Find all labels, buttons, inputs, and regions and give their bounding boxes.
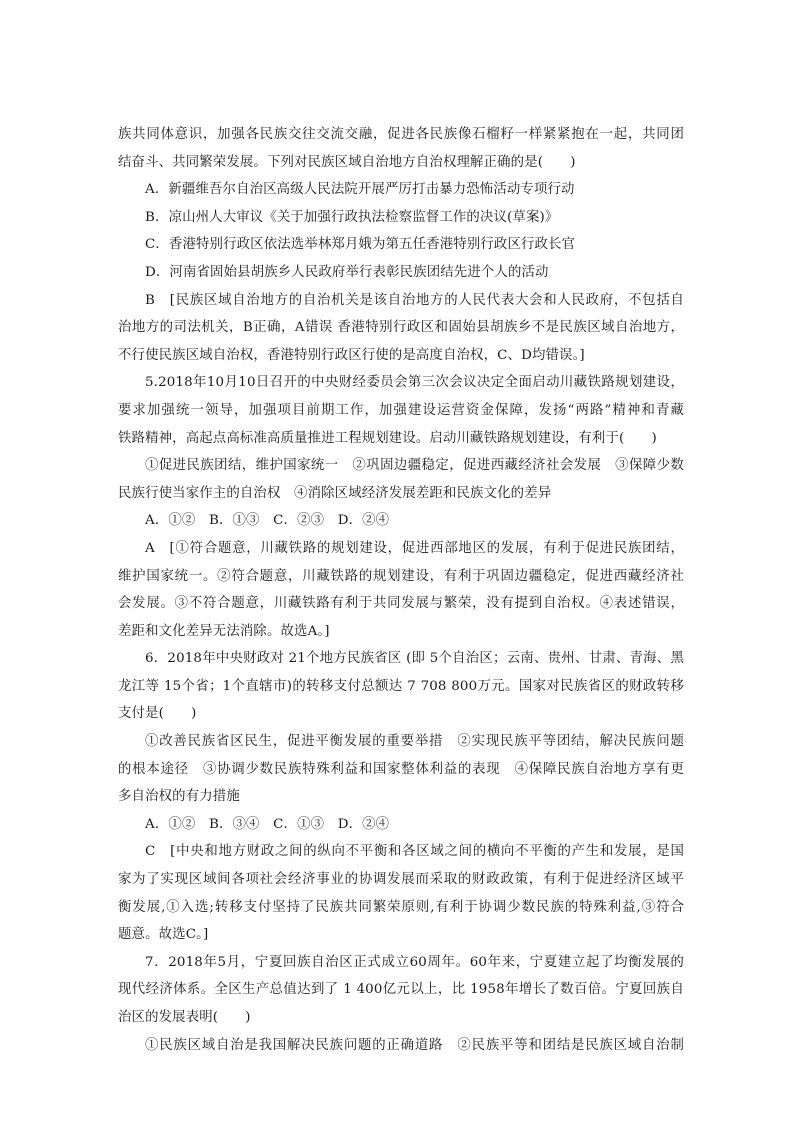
text-line: 会发展。③不符合题意，川藏铁路有利于共同发展与繁荣，没有提到自治权。④表述错误， [118,596,684,612]
text-line: 要求加强统一领导，加强项目前期工作，加强建设运营资金保障，发扬“两路”精神和青藏 [118,402,684,418]
text-line: 现代经济体系。全区生产总值达到了 1 400亿元以上，比 1958年增长了数百倍。宁夏回族自 [118,982,684,998]
document-page [118,121,684,1059]
text-line: 家为了实现区域间各项社会经济事业的协调发展而采取的财政政策，有利于促进经济区域平 [118,872,684,888]
text-line: 维护国家统一。②符合题意，川藏铁路的规划建设，有利于巩固边疆稳定，促进西藏经济社 [118,568,684,584]
text-line: A．①② B．③④ C．①③ D．②④ [145,816,390,832]
text-line: C．香港特别行政区依法选举林郑月娥为第五任香港特别行政区行政长官 [145,237,576,253]
text-line: 族共同体意识，加强各民族交往交流交融，促进各民族像石榴籽一样紧紧抱在一起，共同团 [118,127,684,142]
text-line: A [①符合题意，川藏铁路的规划建设，促进西部地区的发展，有利于促进民族团结， [145,540,684,556]
text-line: 铁路精神，高起点高标准高质量推进工程规划建设。启动川藏铁路规划建设，有利于( ) [118,430,657,446]
text-line: 题意。故选C。] [118,927,209,943]
text-line: 治区的发展表明( ) [118,1010,251,1025]
text-block-q6 [118,645,684,838]
text-block-q7 [118,949,684,1059]
text-block-a6 [118,838,684,948]
text-block-a5 [118,535,684,645]
text-line: A．①② B．①③ C．②③ D．②④ [145,513,390,529]
text-line: D．河南省固始县胡族乡人民政府举行表彰民族团结先进个人的活动 [145,264,549,280]
text-line: 5.2018年10月10日召开的中央财经委员会第三次会议决定全面启动川藏铁路规划建设， [145,375,684,391]
text-line: 民族行使当家作主的自治权 ④消除区域经济发展差距和民族文化的差异 [118,485,552,501]
text-line: C [中央和地方财政之间的纵向不平衡和各区域之间的横向不平衡的产生和发展，是国 [145,844,684,860]
text-line: 龙江等 15个省；1个直辖市)的转移支付总额达 7 708 800万元。国家对民族省区的财政转移 [118,678,684,694]
text-line: 的根本途径 ③协调少数民族特殊利益和国家整体利益的表现 ④保障民族自治地方享有更 [118,761,684,777]
text-block-q5 [118,369,684,535]
text-line: 差距和文化差异无法消除。故选A。] [118,623,330,639]
text-line: 不行使民族区域自治权，香港特别行政区行使的是高度自治权，C、D均错误。] [118,347,585,363]
text-line: 支付是( ) [118,706,197,722]
text-line: B [民族区域自治地方的自治机关是该自治地方的人民代表大会和人民政府，不包括自 [145,292,684,308]
text-line: 7．2018年5月，宁夏回族自治区正式成立60周年。60年来，宁夏建立起了均衡发展的 [145,954,684,970]
text-line: 结奋斗、共同繁荣发展。下列对民族区域自治地方自治权理解正确的是( ) [118,154,576,170]
text-line: 治地方的司法机关，B正确，A错误 香港特别行政区和固始县胡族乡不是民族区域自治地方， [118,320,684,336]
text-line: B．凉山州人大审议《关于加强行政执法检察监督工作的决议(草案)》 [145,209,559,225]
text-line: 多自治权的有力措施 [118,789,240,805]
text-line: 衡发展,①入选;转移支付坚持了民族共同繁荣原则,有利于协调少数民族的特殊利益,③符合 [118,899,684,915]
text-block-q4 [118,121,684,287]
text-block-a4 [118,287,684,370]
text-line: ①促进民族团结，维护国家统一 ②巩固边疆稳定，促进西藏经济社会发展 ③保障少数 [145,458,684,474]
text-line: A．新疆维吾尔自治区高级人民法院开展严厉打击暴力恐怖活动专项行动 [145,182,575,198]
text-line: 6．2018年中央财政对 21个地方民族省区 (即 5个自治区；云南、贵州、甘肃、青海、黑 [145,651,684,667]
text-line: ①改善民族省区民生，促进平衡发展的重要举措 ②实现民族平等团结，解决民族问题 [145,734,684,750]
text-line: ①民族区域自治是我国解决民族问题的正确道路 ②民族平等和团结是民族区域自治制 [145,1037,684,1053]
